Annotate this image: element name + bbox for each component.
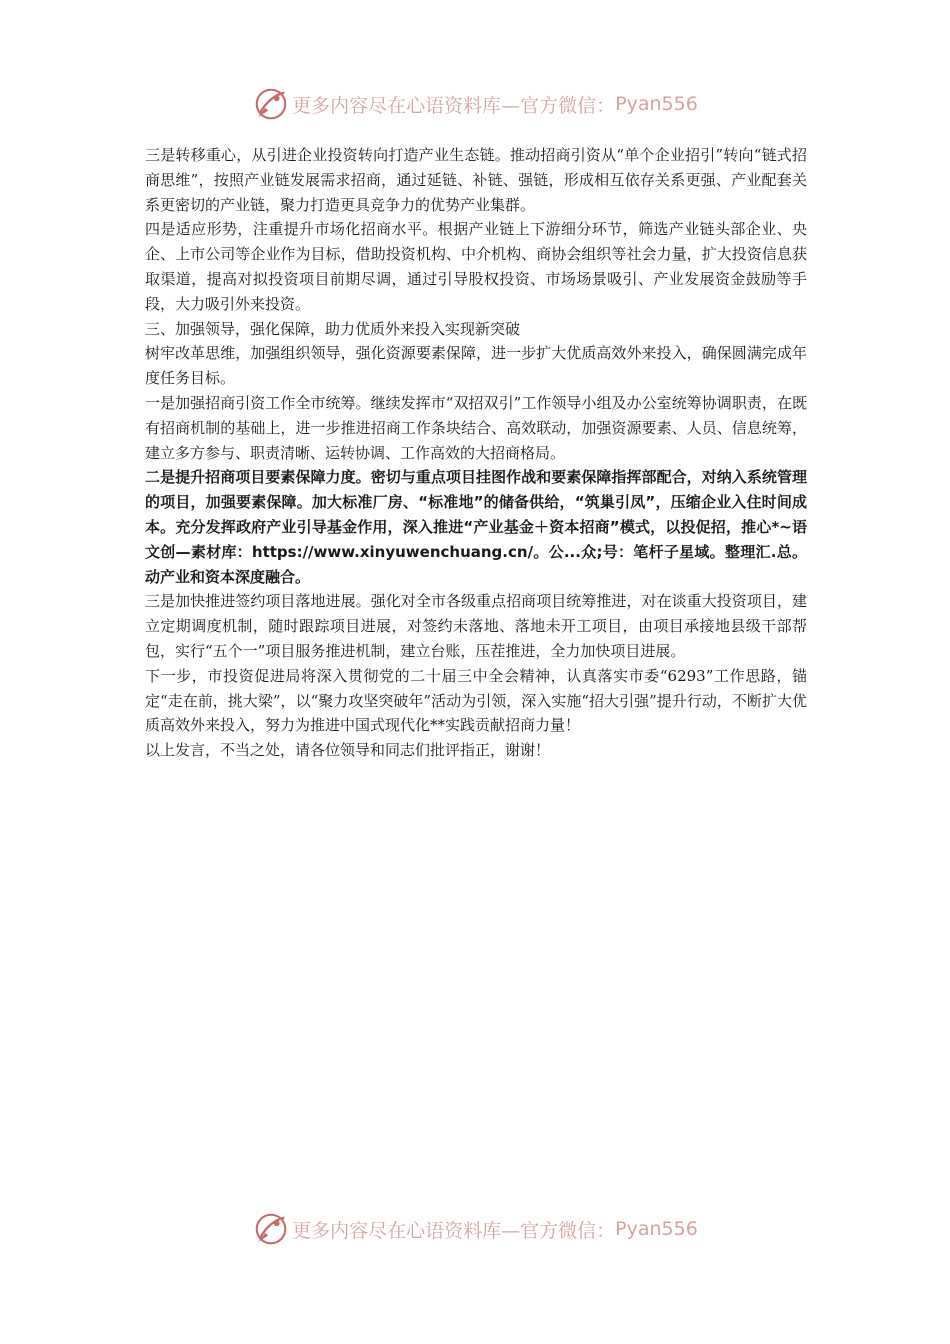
footer-banner-handle: Pyan556 (615, 1218, 698, 1240)
paragraph: 四是适应形势，注重提升市场化招商水平。根据产业链上下游细分环节，筛选产业链头部企业、央企、上市公司等企业作为目标，借助投资机构、中介机构、商协会组织等社会力量，扩大投资信息获取渠道，提高对拟投资项目前期尽调，通过引导股权投资、市场场景吸引、产业发展资金鼓励等手段，大力吸引外来投资。 (145, 220, 807, 313)
pen-swirl-logo-icon (252, 85, 290, 123)
header-banner-handle: Pyan556 (615, 93, 698, 115)
pen-swirl-logo-icon (252, 1210, 290, 1248)
paragraph: 三是转移重心，从引进企业投资转向打造产业生态链。推动招商引资从“单个企业招引”转向“链式招商思维”，按照产业链发展需求招商，通过延链、补链、强链，形成相互依存关系更强、产业配套关系更密切的产业链，聚力打造更具竞争力的优势产业集群。 (145, 146, 807, 214)
closing-remark: 以上发言，不当之处，请各位领导和同志们批评指正，谢谢！ (145, 741, 551, 760)
header-banner (0, 82, 950, 126)
footer-banner (0, 1207, 950, 1251)
paragraph: 树牢改革思维，加强组织领导，强化资源要素保障，进一步扩大优质高效外来投入，确保圆满完成年度任务目标。 (145, 344, 807, 388)
paragraph: 一是加强招商引资工作全市统筹。继续发挥市“双招双引”工作领导小组及办公室统筹协调职责，在既有招商机制的基础上，进一步推进招商工作条块结合、高效联动，加强资源要素、人员、信息统筹，建立多方参与、职责清晰、运转协调、工作高效的大招商格局。 (145, 393, 807, 462)
paragraph: 下一步，市投资促进局将深入贯彻党的二十届三中全会精神，认真落实市委“6293”工作思路，锚定“走在前，挑大梁”，以“聚力攻坚突破年”活动为引领，深入实施“招大引强”提升行动，不断扩大优质高效外来投入，努力为推进中国式现代化**实践贡献招商力量！ (145, 666, 807, 735)
paragraph-bold: 二是提升招商项目要素保障力度。密切与重点项目挂图作战和要素保障指挥部配合，对纳入系统管理的项目，加强要素保障。加大标准厂房、“标准地”的储备供给，“筑巢引凤”，压缩企业入住时间成本。充分发挥政府产业引导基金作用，深入推进“产业基金＋资本招商”模式，以投促招，推心*~语文创—素材库：https://www.xinyuwenchuang.cn/。公...众;号：笔杆子星域。整理汇.总。动产业和资本深度融合。 (145, 468, 807, 586)
header-banner-text: 更多内容尽在心语资料库—官方微信： (292, 94, 616, 117)
paragraph: 三是加快推进签约项目落地进展。强化对全市各级重点招商项目统筹推进，对在谈重大投资项目，建立定期调度机制，随时跟踪项目进展，对签约未落地、落地未开工项目，由项目承接地县级干部帮包，实行“五个一”项目服务推进机制，建立台账，压茬推进，全力加快项目进展。 (145, 592, 807, 660)
document-body (145, 143, 807, 763)
section-heading: 三、加强领导，强化保障，助力优质外来投入实现新突破 (145, 319, 521, 338)
footer-banner-text: 更多内容尽在心语资料库—官方微信： (292, 1219, 616, 1242)
